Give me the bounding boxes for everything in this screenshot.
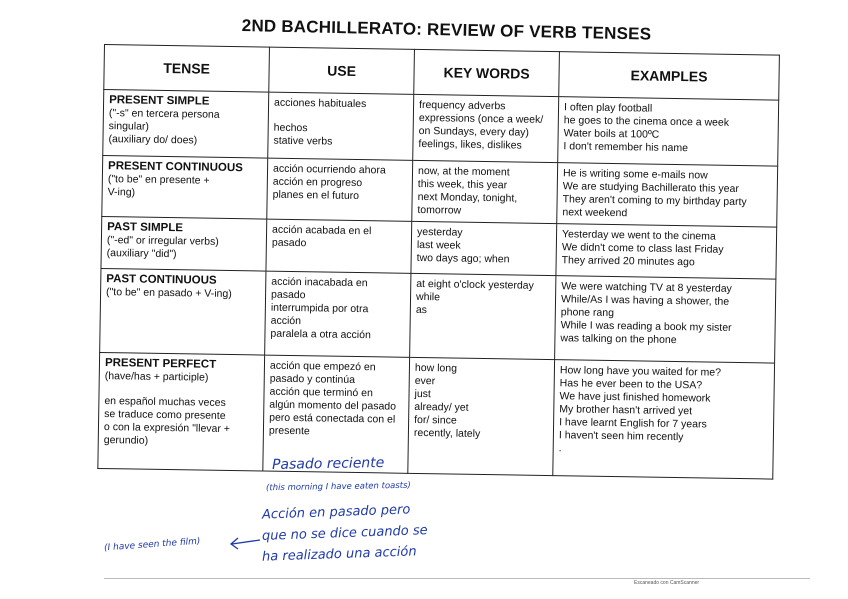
use-line: pasado y continúa — [269, 372, 356, 386]
header-keywords: KEY WORDS — [414, 49, 560, 96]
use-line: acción ocurriendo ahora — [272, 162, 386, 177]
examples-line: We didn't come to class last Friday — [561, 241, 724, 256]
examples-line: How long have you waited for me? — [559, 364, 722, 379]
examples-cell — [556, 224, 777, 279]
use-line: acción acabada en el — [272, 223, 372, 238]
keywords-line: expressions (once a week/ — [418, 111, 544, 126]
use-line: stative verbs — [273, 134, 333, 148]
keywords-line: yesterday — [416, 225, 463, 239]
keywords-line: next Monday, tonight, — [417, 190, 518, 205]
examples-line: was talking on the phone — [560, 332, 677, 347]
handwritten-example-morning: (this morning I have eaten toasts) — [265, 480, 411, 494]
keywords-line: frequency adverbs — [418, 98, 506, 113]
use-line: acciones habituales — [274, 96, 367, 111]
use-line: acción que terminó en — [269, 385, 373, 400]
tense-description-line: ("-s" en tercera persona — [108, 107, 220, 121]
tense-description-line: gerundio) — [103, 434, 149, 447]
tense-row — [102, 155, 778, 227]
use-line: planes en el futuro — [272, 188, 360, 203]
examples-line: I have learnt English for 7 years — [559, 416, 707, 431]
examples-cell — [553, 360, 775, 479]
tense-description-line: (auxiliary "did") — [106, 247, 177, 261]
examples-line: They arrived 20 minutes ago — [561, 254, 695, 269]
tense-description-line: se traduce como presente — [104, 408, 226, 422]
keywords-line: already/ yet — [414, 400, 469, 414]
tense-description-line: (auxiliary do/ does) — [108, 133, 198, 147]
examples-line: While/As I was having a shower, the — [560, 293, 730, 308]
keywords-line: this week, this year — [417, 177, 508, 192]
tense-description-line: en español muchas veces — [104, 395, 226, 409]
examples-line: phone rang — [560, 306, 615, 320]
tense-cell — [103, 90, 269, 159]
handwritten-arrow-icon — [228, 534, 262, 554]
examples-line: . — [558, 442, 562, 455]
use-line: acción que empezó en — [269, 359, 376, 374]
examples-cell — [555, 276, 776, 363]
keywords-line: last week — [416, 238, 461, 252]
examples-line: I don't remember his name — [563, 140, 689, 155]
examples-line: While I was reading a book my sister — [560, 319, 732, 334]
keywords-line: ever — [414, 374, 436, 388]
tense-cell — [102, 155, 268, 219]
keywords-cell — [410, 273, 556, 359]
tense-description-line: ("to be" en presente + — [107, 173, 210, 187]
tense-description-line: V-ing) — [107, 186, 136, 199]
verb-tenses-table-wrapper — [97, 44, 779, 489]
keywords-line: tomorrow — [417, 203, 462, 217]
examples-line: Yesterday we went to the cinema — [561, 228, 716, 243]
keywords-line: two days ago; when — [416, 251, 510, 266]
keywords-line: now, at the moment — [417, 164, 510, 179]
tense-row — [103, 90, 779, 167]
examples-cell — [557, 163, 778, 227]
use-line: hechos — [273, 121, 308, 135]
tense-description-line: o con la expresión "llevar + — [103, 421, 231, 436]
examples-cell — [558, 97, 779, 166]
keywords-cell — [411, 221, 557, 275]
tense-description-line: ("-ed" or irregular verbs) — [106, 234, 219, 248]
keywords-line: how long — [414, 361, 458, 375]
examples-line: He is writing some e-mails now — [562, 167, 708, 182]
examples-line: We have just finished homework — [559, 390, 711, 405]
tense-row — [98, 352, 775, 479]
tense-description-line: (have/has + participle) — [104, 370, 209, 384]
keywords-line: recently, lately — [413, 426, 481, 440]
header-tense: TENSE — [104, 45, 270, 93]
examples-line: Water boils at 100ºC — [563, 127, 660, 141]
examples-line: We are studying Bachillerato this year — [562, 180, 739, 195]
use-line: acción inacabada en — [271, 275, 368, 290]
use-line: paralela a otra acción — [270, 327, 371, 342]
keywords-line: feelings, likes, dislikes — [418, 137, 522, 152]
tense-name: PRESENT CONTINUOUS — [107, 160, 243, 175]
header-examples: EXAMPLES — [559, 52, 780, 100]
examples-line: My brother hasn't arrived yet — [559, 403, 693, 418]
use-line: acción — [270, 314, 302, 328]
use-line: pasado — [270, 288, 306, 302]
use-line: pasado — [271, 236, 307, 250]
examples-line: I haven't seen him recently — [558, 429, 684, 444]
handwritten-example-film: (I have seen the film) — [103, 536, 201, 554]
use-cell — [268, 92, 414, 160]
scanner-footer-text: Escaneado con CamScanner — [634, 580, 700, 586]
keywords-line: on Sundays, every day) — [418, 124, 530, 139]
document-title: 2ND BACHILLERATO: REVIEW OF VERB TENSES — [241, 16, 652, 44]
handwritten-note-line-2: que no se dice cuando se — [261, 523, 428, 544]
handwritten-note-line-3: ha realizado una acción — [261, 544, 417, 565]
keywords-cell — [413, 94, 559, 162]
examples-line: I often play football — [563, 101, 653, 115]
handwritten-pasado-reciente: Pasado reciente — [271, 455, 385, 473]
examples-line: Has he ever been to the USA? — [559, 377, 703, 392]
examples-line: We were watching TV at 8 yesterday — [561, 280, 732, 295]
keywords-line: as — [415, 303, 428, 317]
tense-description-line: ("to be" en pasado + V-ing) — [106, 286, 232, 301]
keywords-line: at eight o'clock yesterday — [416, 277, 534, 292]
keywords-cell — [408, 357, 555, 475]
tense-name: PAST CONTINUOUS — [106, 273, 217, 287]
examples-line: he goes to the cinema once a week — [563, 114, 730, 129]
keywords-line: just — [414, 387, 431, 401]
handwritten-note-line-1: Acción en pasado pero — [261, 502, 411, 523]
use-line: algún momento del pasado — [269, 398, 397, 413]
keywords-line: for/ since — [414, 413, 457, 427]
tense-name: PAST SIMPLE — [107, 221, 184, 235]
tense-description-line: singular) — [108, 120, 150, 133]
keywords-line: while — [415, 290, 441, 304]
use-line: interrumpida por otra — [270, 301, 369, 316]
use-line: presente — [268, 424, 310, 438]
examples-line: They aren't coming to my birthday party — [562, 193, 747, 209]
keywords-cell — [412, 160, 558, 223]
use-cell — [265, 271, 411, 357]
scan-edge-line — [104, 578, 810, 579]
tense-name: PRESENT SIMPLE — [109, 94, 210, 108]
use-cell — [266, 219, 412, 273]
tense-cell — [100, 268, 266, 355]
use-line: acción en progreso — [272, 175, 363, 190]
use-line: pero está conectada con el — [269, 411, 396, 426]
verb-tenses-table — [97, 44, 780, 480]
header-use: USE — [269, 47, 415, 94]
use-cell — [267, 158, 413, 221]
tense-cell — [101, 216, 267, 271]
tense-cell — [98, 352, 265, 471]
examples-line: next weekend — [562, 206, 628, 220]
tense-row — [100, 268, 776, 363]
tense-name: PRESENT PERFECT — [104, 357, 217, 371]
